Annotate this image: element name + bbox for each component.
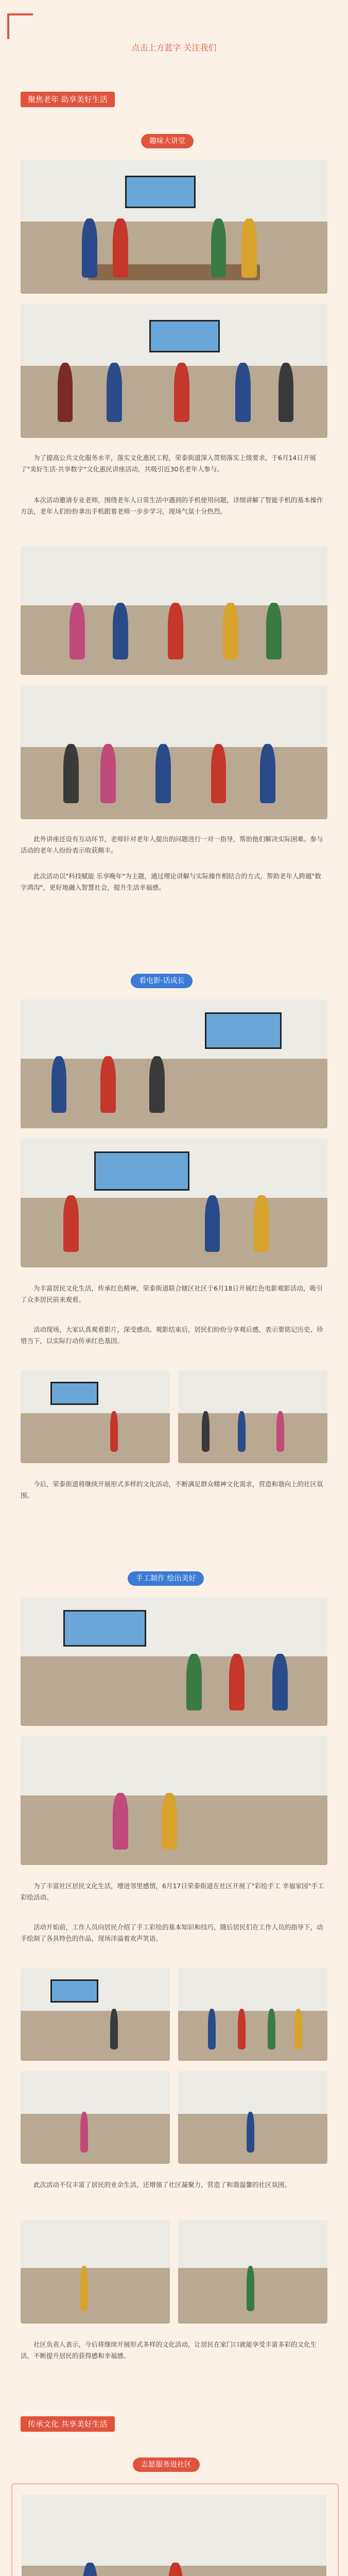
activity-photo: [21, 999, 327, 1128]
paragraph: 此次活动不仅丰富了居民的业余生活，还增强了社区凝聚力，营造了和谐温馨的社区氛围。: [33, 2181, 291, 2189]
activity-photo: [21, 546, 327, 675]
paragraph: 活动现场，大家认真观看影片，深受感动。观影结束后，居民们纷纷分享观后感，表示要铭记历史、珍惜当下，以实际行动传承红色基因。: [21, 1326, 323, 1345]
activity-photo: [178, 2071, 327, 2164]
activity-photo: [21, 160, 327, 294]
section-tag-2: 看电影·话成长: [131, 974, 193, 988]
paragraph: 今后，荣泰街道将继续开展形式多样的文化活动，不断满足群众精神文化需求，营造和谐向上的社区氛围。: [21, 1480, 323, 1499]
paragraph: 活动开始前，工作人员向居民介绍了手工彩绘的基本知识和技巧，随后居民们在工作人员的指导下，动手绘制了各具特色的作品，现场洋溢着欢声笑语。: [21, 1923, 323, 1942]
paragraph: 为了提高公共文化服务水平，落实文化惠民工程，荣泰街道深入贯彻落实上级要求，于6月14日开展了"美好生活·共享数字"文化惠民讲座活动，共吸引近30名老年人参与。: [21, 454, 316, 473]
activity-photo: [178, 1968, 327, 2061]
subtitle: 点击上方蓝字 关注我们: [131, 43, 217, 53]
paragraph: 社区负责人表示，今后将继续开展形式多样的文化活动，让居民在家门口就能享受丰富多彩的文化生活，不断提升居民的获得感和幸福感。: [21, 2341, 317, 2360]
section-tag-3: 手工制作 绘出美好: [128, 1571, 204, 1586]
activity-photo: [178, 2221, 327, 2324]
activity-photo: [21, 1736, 327, 1865]
activity-photo: [178, 1370, 327, 1463]
corner-decoration: [7, 13, 33, 39]
activity-photo: [21, 1597, 327, 1726]
paragraph: 为丰富居民文化生活，传承红色精神，荣泰街道联合辖区社区于6月18日开展红色电影观影活动，吸引了众多居民前来观看。: [21, 1284, 323, 1303]
paragraph: 本次活动邀请专业老师，围绕老年人日常生活中遇到的手机使用问题，详细讲解了智能手机的基本操作方法，老年人们纷纷拿出手机跟着老师一步步学习，现场气氛十分热烈。: [21, 496, 323, 515]
paragraph: 为了丰富社区居民文化生活，增进邻里感情，6月17日荣泰街道在社区开展了"彩绘手工 幸福家园"手工彩绘活动。: [21, 1882, 324, 1901]
section-tag-4: 志愿服务进社区: [133, 2458, 200, 2472]
section-banner-4: 传承文化 共享美好生活: [21, 2416, 115, 2432]
section-tag-1: 趣味大讲堂: [141, 134, 194, 148]
activity-photo: [22, 2495, 326, 2576]
activity-photo: [21, 1370, 170, 1463]
activity-photo: [21, 685, 327, 819]
activity-photo: [21, 2221, 170, 2324]
paragraph: 此外讲座还设有互动环节，老师针对老年人提出的问题进行一对一指导，帮助他们解决实际困难。参与活动的老年人纷纷表示收获颇丰。: [21, 835, 323, 854]
photo-panel: [11, 2483, 339, 2576]
activity-photo: [21, 1968, 170, 2061]
activity-photo: [21, 2071, 170, 2164]
paragraph: 此次活动以"科技赋能 乐享晚年"为主题，通过理论讲解与实际操作相结合的方式，帮助老年人跨越"数字鸿沟"，更好地融入智慧社会，提升生活幸福感。: [21, 872, 321, 891]
activity-photo: [21, 304, 327, 438]
activity-photo: [21, 1139, 327, 1267]
section-banner-1: 聚焦老年 助享美好生活: [21, 92, 115, 107]
